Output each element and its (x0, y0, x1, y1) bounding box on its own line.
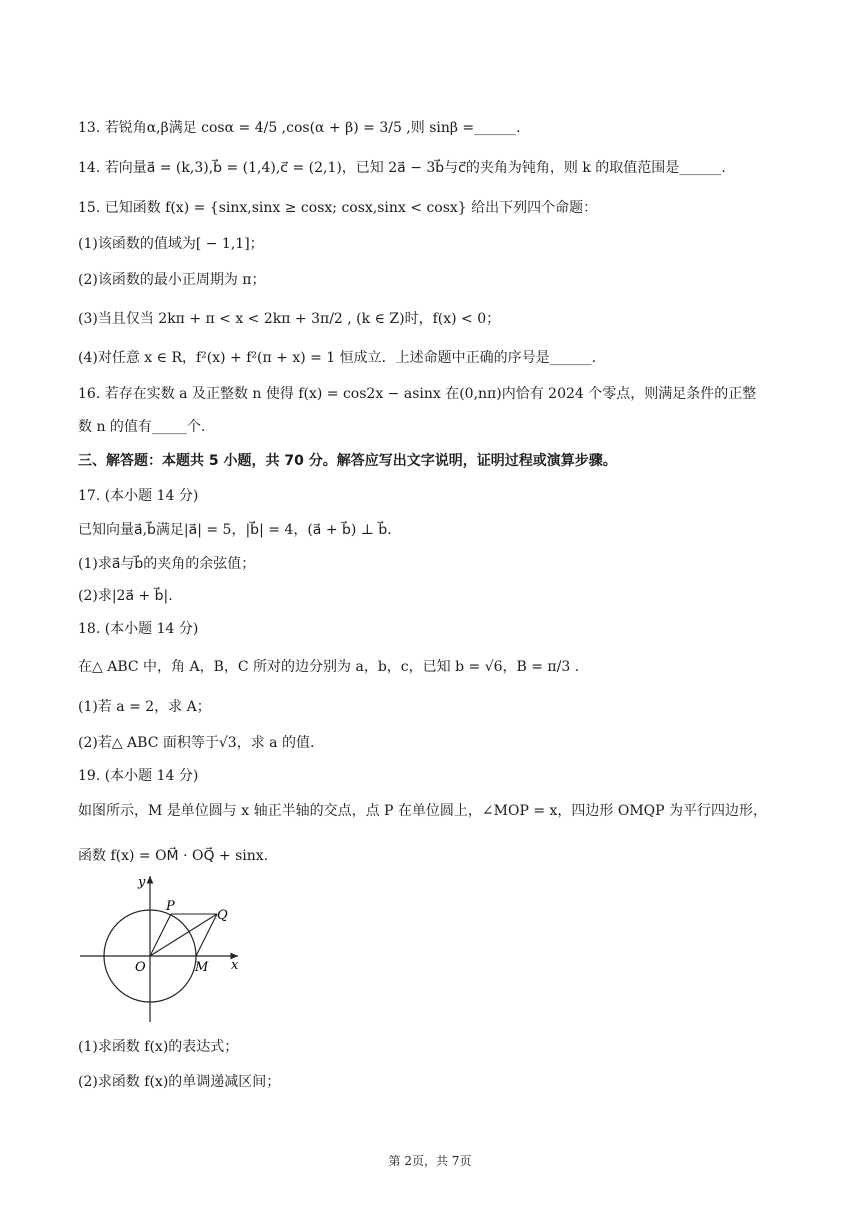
question-15-prop-4: (4)对任意 x ∈ R，f²(x) + f²(π + x) = 1 恒成立．上述命题中正确的序号是______. (78, 350, 597, 366)
label-x: x (231, 958, 239, 973)
question-16-cont: 数 n 的值有_____个. (78, 419, 206, 435)
question-15-prop-1: (1)该函数的值域为[ − 1,1]； (78, 236, 264, 252)
label-y: y (138, 875, 146, 890)
label-M: M (195, 960, 209, 975)
page-footer: 第 2页，共 7页 (388, 1154, 472, 1168)
question-18-part-2: (2)若△ ABC 面积等于√3，求 a 的值. (78, 735, 315, 751)
label-Q: Q (217, 908, 228, 923)
unit-circle-figure (74, 870, 254, 1030)
label-P: P (166, 899, 175, 914)
label-O: O (135, 960, 146, 975)
question-17-part-1: (1)求a⃗与b⃗的夹角的余弦值； (78, 556, 256, 572)
question-13: 13. 若锐角α,β满足 cosα = 4/5 ,cos(α + β) = 3/5 ,则 sinβ =______. (78, 120, 521, 136)
question-15-prop-3: (3)当且仅当 2kπ + π < x < 2kπ + 3π/2 , (k ∈ Z)时，f(x) < 0； (78, 311, 501, 327)
question-18-stem: 在△ ABC 中，角 A，B，C 所对的边分别为 a，b，c，已知 b = √6，B = π/3 . (78, 659, 580, 675)
question-19-part-1: (1)求函数 f(x)的表达式； (78, 1039, 239, 1055)
question-16: 16. 若存在实数 a 及正整数 n 使得 f(x) = cos2x − asinx 在(0,nπ)内恰有 2024 个零点，则满足条件的正整 (78, 386, 757, 402)
question-17-part-2: (2)求|2a⃗ + b⃗|. (78, 588, 173, 604)
question-15-prop-2: (2)该函数的最小正周期为 π； (78, 272, 266, 288)
question-14: 14. 若向量a⃗ = (k,3),b⃗ = (1,4),c⃗ = (2,1)，已知 2a⃗ − 3b⃗与c⃗的夹角为钝角，则 k 的取值范围是______. (78, 160, 726, 176)
question-19-function: 函数 f(x) = OM⃗ · OQ⃗ + sinx. (78, 848, 269, 864)
question-17-header: 17. (本小题 14 分) (78, 488, 199, 504)
question-15: 15. 已知函数 f(x) = {sinx,sinx ≥ cosx; cosx,sinx < cosx} 给出下列四个命题： (78, 200, 598, 216)
question-19-part-2: (2)求函数 f(x)的单调递减区间； (78, 1074, 281, 1090)
question-19-header: 19. (本小题 14 分) (78, 768, 199, 784)
question-19-stem: 如图所示，M 是单位圆与 x 轴正半轴的交点，点 P 在单位圆上，∠MOP = x，四边形 OMQP 为平行四边形， (78, 803, 767, 819)
question-18-part-1: (1)若 a = 2，求 A； (78, 699, 211, 715)
section-3-heading: 三、解答题：本题共 5 小题，共 70 分。解答应写出文字说明，证明过程或演算步骤。 (78, 453, 617, 469)
question-17-stem: 已知向量a⃗,b⃗满足|a⃗| = 5，|b⃗| = 4，(a⃗ + b⃗) ⊥ b⃗. (78, 522, 392, 538)
question-18-header: 18. (本小题 14 分) (78, 621, 199, 637)
